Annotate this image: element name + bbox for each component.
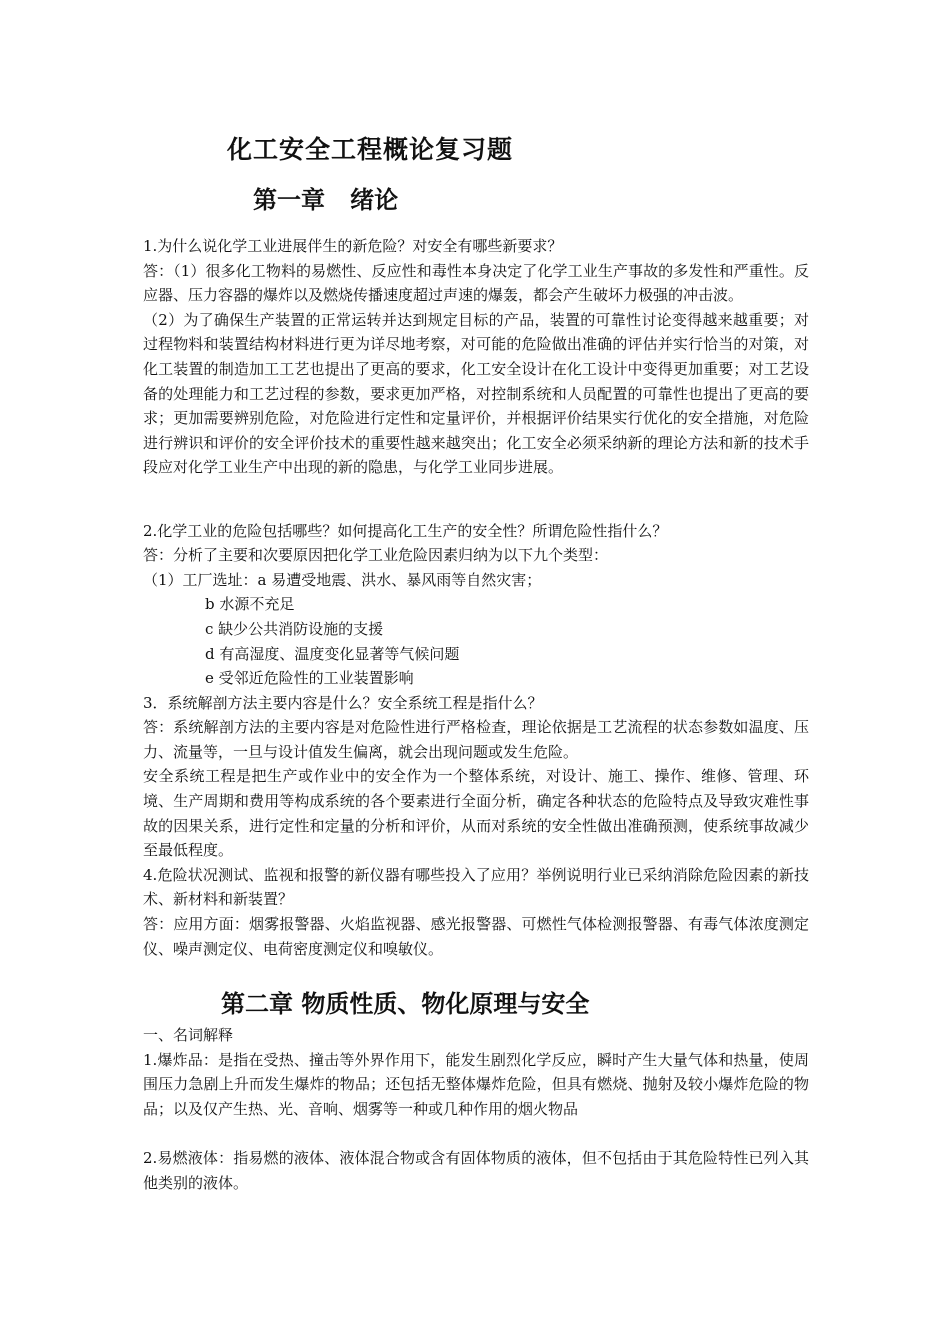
blank-line <box>143 505 809 519</box>
answer-2-item-b: b 水源不充足 <box>205 595 295 614</box>
answer-1-part-2: （2）为了确保生产装置的正常运转并达到规定目标的产品，装置的可靠性讨论变得越来越重要；对过程物料和装置结构材料进行更为详尽地考察，对可能的危险做出准确的评估并实行恰当的对策，对化工装置的制造加工工艺也提出了更高的要求，化工安全设计在化工设计中变得更加重要；对工艺设备的处理能力和工艺过程的参数，要求更加严格，对控制系统和人员配置的可靠性也提出了更高的要求；更加需要辨别危险，对危险进行定性和定量评价，并根据评价结果实行优化的安全措施，对危险进行辨识和评价的安全评价技术的重要性越来越突出；化工安全必须采纳新的理论方法和新的技术手段应对化学工业生产中出现的新的隐患，与化学工业同步进展。 <box>143 310 809 477</box>
document-title: 化工安全工程概论复习题 <box>227 135 514 164</box>
document-content <box>143 130 809 1195</box>
answer-4: 答：应用方面：烟雾报警器、火焰监视器、感光报警器、可燃性气体检测报警器、有毒气体浓度测定仪、噪声测定仪、电荷密度测定仪和嗅敏仪。 <box>143 915 809 958</box>
answer-2-item-c: c 缺少公共消防设施的支援 <box>205 619 384 638</box>
question-1: 1.为什么说化学工业进展伴生的新危险？对安全有哪些新要求？ <box>143 237 563 255</box>
answer-2-item-1: （1）工厂选址：a 易遭受地震、洪水、暴风雨等自然灾害； <box>143 570 542 589</box>
answer-3-part-1: 答：系统解剖方法的主要内容是对危险性进行严格检查，理论依据是工艺流程的状态参数如温度、压力、流量等，一旦与设计值发生偏离，就会出现问题或发生危险。 <box>143 718 809 761</box>
answer-3-part-2: 安全系统工程是把生产或作业中的安全作为一个整体系统，对设计、施工、操作、维修、管理、环境、生产周期和费用等构成系统的各个要素进行全面分析，确定各种状态的危险特点及导致灾难性事故的因果关系，进行定性和定量的分析和评价，从而对系统的安全性做出准确预测，使系统事故减少至最低程度。 <box>143 767 809 860</box>
term-2: 2.易燃液体：指易燃的液体、液体混合物或含有固体物质的液体，但不包括由于其危险特性已列入其他类别的液体。 <box>143 1149 809 1192</box>
question-3: 3．系统解剖方法主要内容是什么？安全系统工程是指什么？ <box>143 693 543 712</box>
question-4: 4.危险状况测试、监视和报警的新仪器有哪些投入了应用？举例说明行业已采纳消除危险因素的新技术、新材料和新装置？ <box>143 865 809 909</box>
answer-2-item-d: d 有高湿度、温度变化显著等气候问题 <box>205 644 460 663</box>
answer-2-item-e: e 受邻近危险性的工业装置影响 <box>205 669 414 688</box>
term-1: 1.爆炸品：是指在受热、撞击等外界作用下，能发生剧烈化学反应，瞬时产生大量气体和热量，使周围压力急剧上升而发生爆炸的物品；还包括无整体爆炸危险，但具有燃烧、抛射及较小爆炸危险的物品；以及仅产生热、光、音响、烟雾等一种或几种作用的烟火物品 <box>143 1050 809 1118</box>
answer-2-intro: 答：分析了主要和次要原因把化学工业危险因素归纳为以下九个类型： <box>143 546 609 565</box>
blank-line <box>143 1122 809 1147</box>
chapter-1-heading: 第一章 绪论 <box>253 185 399 214</box>
blank-line <box>143 480 809 505</box>
question-2: 2.化学工业的危险包括哪些？如何提高化工生产的安全性？所谓危险性指什么？ <box>143 521 668 540</box>
chapter-2-heading: 第二章 物质性质、物化原理与安全 <box>221 989 590 1019</box>
section-heading: 一、名词解释 <box>143 1026 234 1045</box>
answer-1-part-1: 答：（1）很多化工物料的易燃性、反应性和毒性本身决定了化学工业生产事故的多发性和严重性。反应器、压力容器的爆炸以及燃烧传播速度超过声速的爆轰，都会产生破坏力极强的冲击波。 <box>143 261 809 305</box>
